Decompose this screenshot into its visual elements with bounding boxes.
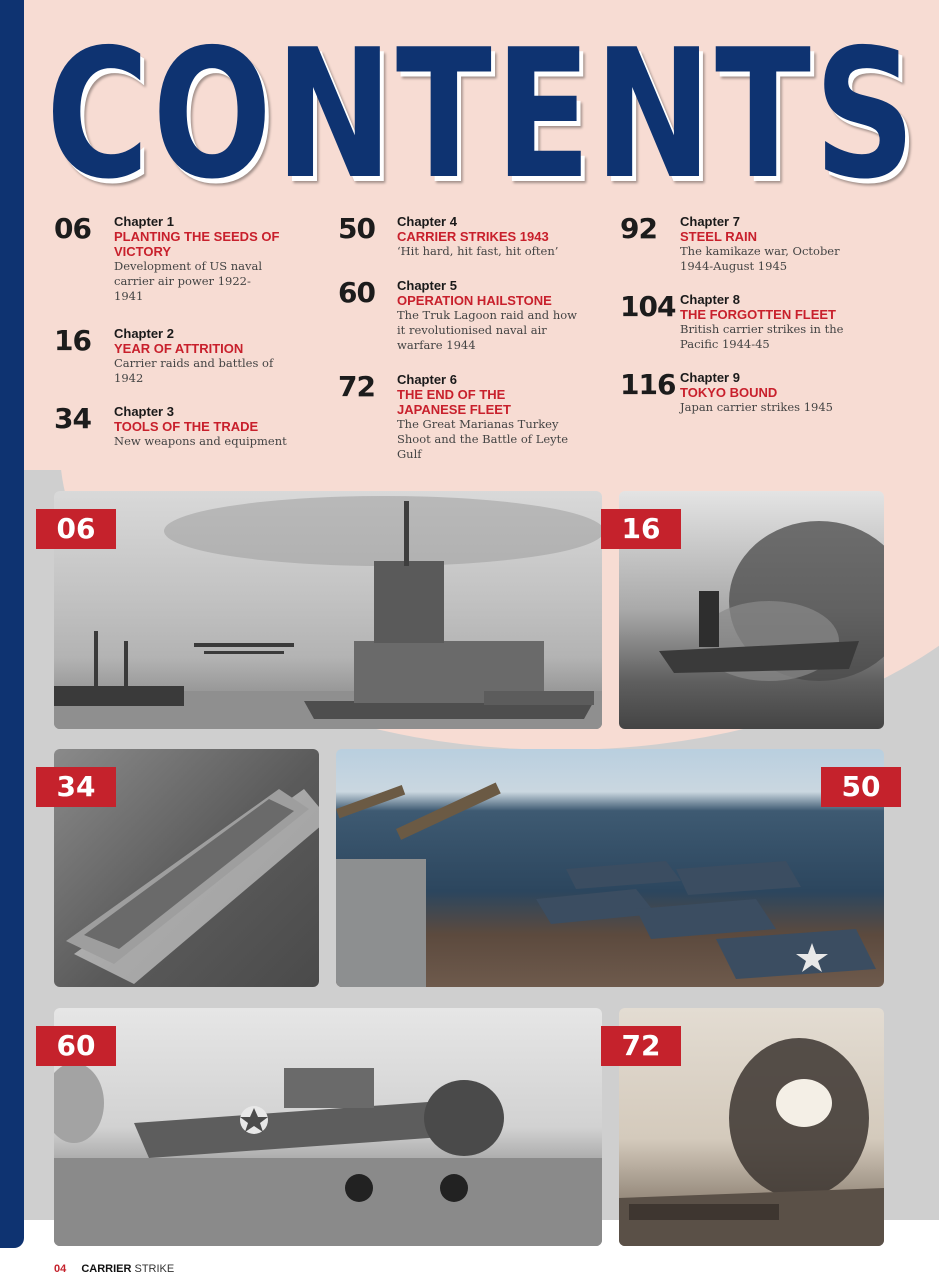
photo-page-badge: 06 [36,509,116,549]
chapter-label: Chapter 9 [680,370,740,385]
folio-page-number: 04 [54,1263,67,1275]
chapter-description: The kamikaze war, October 1944-August 1945 [680,244,840,273]
chapter-title: YEAR OF ATTRITION [114,341,244,356]
toc-entry[interactable] [620,292,865,356]
toc-entry[interactable] [338,214,588,264]
chapter-title: TOOLS OF THE TRADE [114,419,259,434]
page-spine-bar [0,0,24,1248]
toc-column-2 [338,214,588,482]
chapter-description: Carrier raids and battles of 1942 [114,356,274,385]
toc-entry[interactable] [620,214,865,278]
chapter-title: STEEL RAIN [680,229,758,244]
hellcat-deck-photo [54,1008,602,1246]
chapter-page-number: 104 [620,290,676,323]
chapter-info [114,214,314,304]
page-title: CONTENTS [46,11,919,218]
toc-entry[interactable] [54,326,314,390]
chapter-description: Development of US naval carrier air power 1922-1941 [114,259,263,303]
chapter-label: Chapter 4 [397,214,457,229]
early-fleet-biplane-photo [54,491,602,729]
photo-illustration [54,1008,602,1246]
chapter-page-number: 72 [338,370,375,403]
chapter-description: British carrier strikes in the Pacific 1944-45 [680,322,844,351]
photo-page-badge: 16 [601,509,681,549]
chapter-description: The Great Marianas Turkey Shoot and the Battle of Leyte Gulf [397,417,569,461]
page-footer [54,1262,174,1276]
toc-column-3 [620,214,865,434]
chapter-description: The Truk Lagoon raid and how it revolutionised naval air warfare 1944 [397,308,578,352]
chapter-info [114,326,314,386]
chapter-info [680,214,865,274]
chapter-page-number: 34 [54,402,91,435]
chapter-info [114,404,314,449]
photo-page-badge: 60 [36,1026,116,1066]
photo-illustration [336,749,884,987]
magazine-name-bold: CARRIER [81,1263,132,1275]
chapter-description: ‘Hit hard, hit fast, hit often’ [397,244,559,258]
chapter-page-number: 92 [620,212,657,245]
chapter-info [680,370,865,415]
chapter-page-number: 116 [620,368,676,401]
chapter-title: THE FORGOTTEN FLEET [680,307,836,322]
toc-entry[interactable] [54,214,314,312]
chapter-label: Chapter 5 [397,278,457,293]
chapter-info [680,292,865,352]
chapter-title: THE END OF THE JAPANESE FLEET [397,387,511,417]
magazine-name-light: STRIKE [134,1263,175,1275]
chapter-info [397,372,582,462]
chapter-label: Chapter 7 [680,214,740,229]
toc-entry[interactable] [338,278,588,358]
photo-page-badge: 72 [601,1026,681,1066]
chapter-label: Chapter 8 [680,292,740,307]
flight-deck-aircraft-photo [336,749,884,987]
chapter-description: New weapons and equipment [114,434,287,448]
chapter-page-number: 06 [54,212,91,245]
chapter-page-number: 16 [54,324,91,357]
chapter-title: TOKYO BOUND [680,385,778,400]
chapter-description: Japan carrier strikes 1945 [680,400,833,414]
photo-illustration [54,491,602,729]
toc-entry[interactable] [338,372,588,468]
chapter-label: Chapter 1 [114,214,174,229]
chapter-info [397,278,582,353]
toc-entry[interactable] [620,370,865,420]
chapter-page-number: 60 [338,276,375,309]
photo-page-badge: 34 [36,767,116,807]
chapter-label: Chapter 3 [114,404,174,419]
toc-entry[interactable] [54,404,314,454]
chapter-title: OPERATION HAILSTONE [397,293,552,308]
chapter-title: CARRIER STRIKES 1943 [397,229,549,244]
chapter-title: PLANTING THE SEEDS OF VICTORY [114,229,280,259]
chapter-page-number: 50 [338,212,375,245]
chapter-info [397,214,588,259]
toc-column-1 [54,214,314,468]
chapter-label: Chapter 2 [114,326,174,341]
photo-page-badge: 50 [821,767,901,807]
chapter-label: Chapter 6 [397,372,457,387]
